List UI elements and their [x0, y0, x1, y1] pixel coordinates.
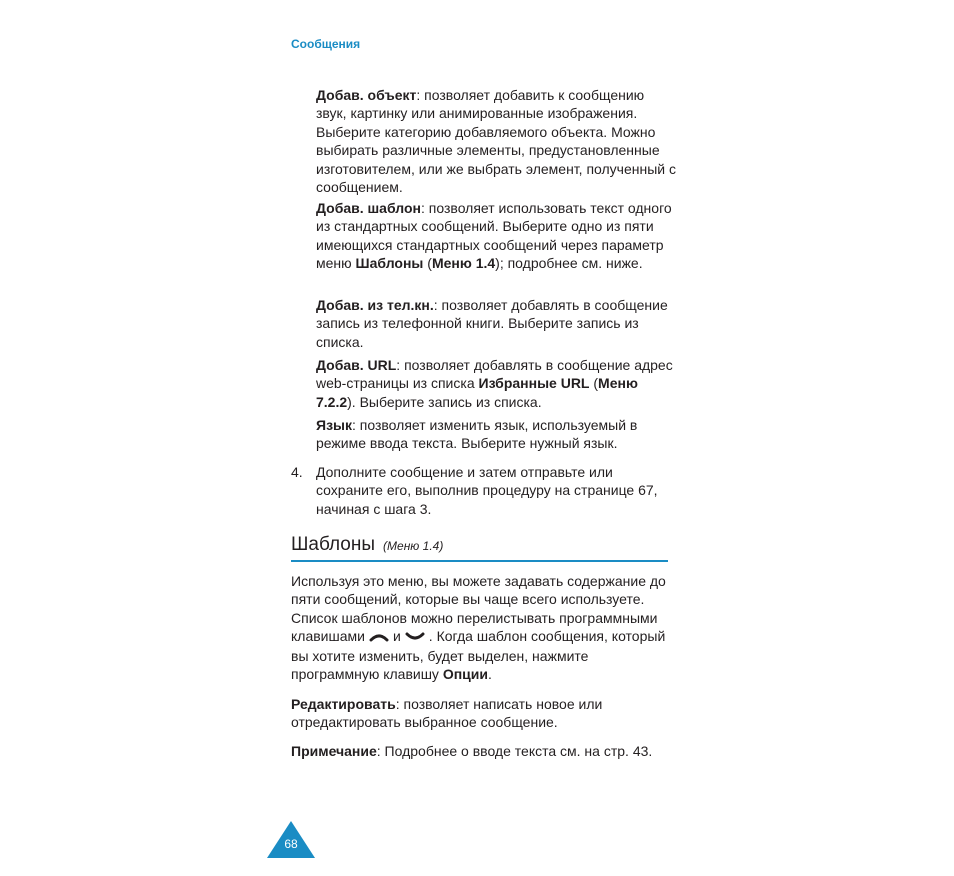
intro-end: . — [488, 666, 492, 683]
option-desc: : позволяет написать новое или отредактировать выбранное сообщение. — [291, 696, 603, 731]
option-term: Добав. объект — [316, 87, 417, 103]
option-add-object — [316, 86, 676, 196]
option-desc: : позволяет использовать текст одного из стандартных сообщений. Выберите одно из пяти имеющихся стандартных сообщений через параметр меню — [316, 200, 672, 272]
intro-text: Используя это меню, вы можете задавать содержание до пяти сообщений, которые вы чаще всего используете. Список шаблонов можно перелистывать программными клавишами — [291, 573, 666, 645]
option-desc: : позволяет добавлять в сообщение запись из телефонной книги. Выберите запись из списка. — [316, 297, 668, 350]
left-softkey-icon — [369, 628, 389, 646]
section-menu-ref: (Меню 1.4) — [383, 539, 444, 553]
menu-name: Шаблоны — [355, 255, 424, 272]
option-term: Добав. из тел.кн. — [316, 297, 434, 313]
note — [291, 742, 676, 760]
softkey-name: Опции — [442, 666, 488, 683]
step-number: 4. — [291, 464, 303, 480]
option-term: Редактировать — [291, 696, 396, 712]
running-header: Сообщения — [291, 37, 361, 51]
option-desc: ); подробнее см. ниже. — [495, 255, 643, 272]
section-title: Шаблоны — [291, 534, 376, 555]
section-heading — [291, 534, 668, 562]
page-number-badge — [267, 821, 315, 858]
option-desc: : позволяет добавить к сообщению звук, картинку или анимированные изображения. Выберите категорию добавляемого объекта. Можно выбирать различные элементы, предустановленные изготовителем, или же выбрать элемент, полученный с сообщением. — [316, 87, 676, 196]
option-desc: ( — [589, 375, 599, 392]
option-add-phonebook — [316, 296, 676, 351]
option-term: Язык — [316, 417, 352, 433]
menu-name: Избранные URL — [478, 375, 590, 392]
note-term: Примечание — [291, 743, 377, 759]
note-text: : Подробнее о вводе текста см. на стр. 43. — [376, 743, 653, 759]
option-language — [316, 416, 676, 453]
right-softkey-icon — [405, 628, 425, 646]
menu-ref: Меню 1.4 — [431, 255, 496, 272]
option-desc: ( — [423, 255, 432, 272]
intro-paragraph — [291, 572, 676, 684]
menu-ref: Меню 7.2.2 — [316, 375, 638, 410]
option-edit — [291, 695, 676, 732]
option-desc: : позволяет добавлять в сообщение адрес web-страницы из списка — [316, 357, 673, 392]
step-text: Дополните сообщение и затем отправьте или сохраните его, выполнив процедуру на странице 67, начиная с шага 3. — [316, 464, 658, 517]
option-desc: : позволяет изменить язык, используемый в режиме ввода текста. Выберите нужный язык. — [316, 417, 638, 452]
option-term: Добав. URL — [316, 357, 397, 373]
option-add-url — [316, 356, 676, 411]
option-desc: ). Выберите запись из списка. — [347, 393, 542, 410]
option-add-template — [316, 199, 676, 273]
conjunction-and: и — [392, 628, 401, 645]
page-number: 68 — [284, 837, 298, 851]
intro-text: . Когда шаблон сообщения, который вы хотите изменить, будет выделен, нажмите программную клавишу — [291, 628, 666, 683]
option-term: Добав. шаблон — [316, 200, 421, 216]
